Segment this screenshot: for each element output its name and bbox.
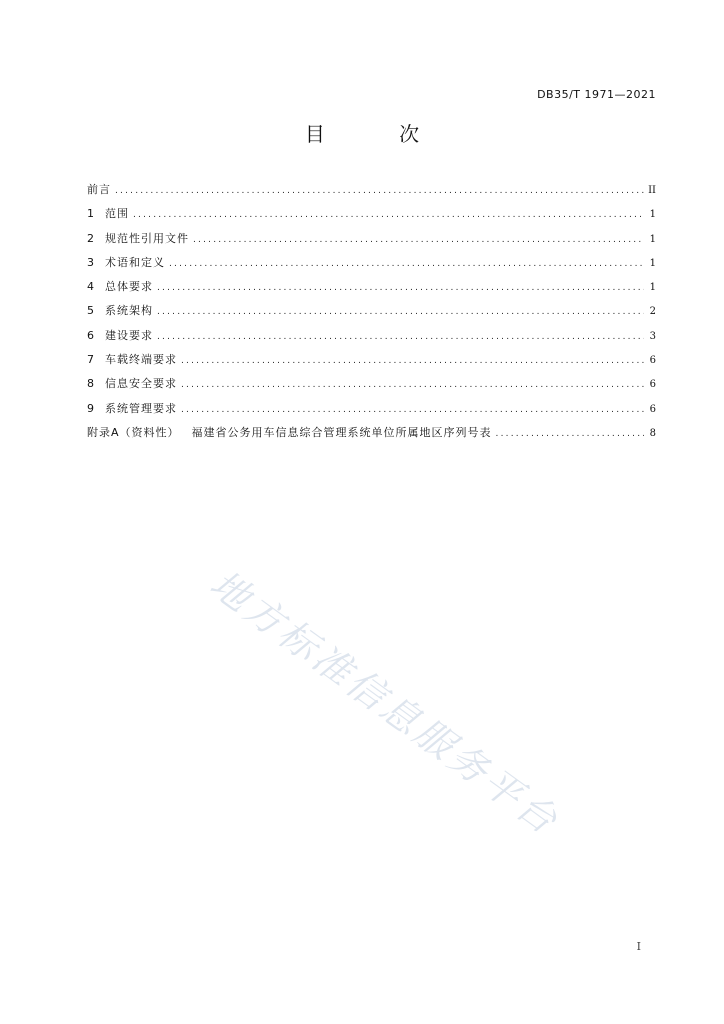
toc-page-number: 3 [649,330,656,342]
toc-page-number: 1 [649,209,656,221]
toc-entry-vehicle-terminal[interactable] [87,351,656,375]
toc-page-number: 1 [649,233,656,245]
toc-page-number: 6 [649,355,656,367]
toc-label: 建设要求 [105,328,153,342]
toc-label: 规范性引用文件 [105,231,189,245]
toc-page-number: 1 [649,257,656,269]
toc-leader [115,186,644,196]
toc-entry-system-architecture[interactable] [87,302,656,326]
toc-label: 车载终端要求 [105,353,177,367]
toc-entry-scope[interactable] [87,205,656,229]
toc-number: 4 [87,280,94,294]
toc-appendix-prefix: 附录A（资料性） [87,425,180,439]
toc-label: 系统架构 [105,304,153,318]
toc-label: 前言 [87,183,111,196]
toc-entry-appendix-a[interactable] [87,424,656,448]
toc-number: 5 [87,304,94,318]
toc-leader [181,380,644,390]
toc-entry-general-requirements[interactable] [87,278,656,302]
toc-entry-system-management[interactable] [87,400,656,424]
toc-number: 2 [87,231,94,245]
toc-leader [496,429,644,439]
toc-entry-information-security[interactable] [87,375,656,399]
toc-number: 6 [87,328,94,342]
toc-label: 信息安全要求 [105,377,177,391]
toc-page-number: II [648,185,656,196]
toc-leader [181,356,644,366]
table-of-contents [87,181,656,448]
toc-page-number: 1 [649,282,656,294]
page-number: I [636,940,641,953]
toc-leader [157,332,644,342]
toc-page-number: 2 [649,306,656,318]
page-title: 目 次 [304,122,454,146]
toc-leader [133,210,644,220]
toc-label: 术语和定义 [105,255,165,269]
toc-leader [157,283,644,293]
toc-entry-normative-references[interactable] [87,230,656,254]
toc-entry-construction-requirements[interactable] [87,327,656,351]
toc-number: 7 [87,353,94,367]
toc-number: 9 [87,401,94,415]
document-code: DB35/T 1971—2021 [537,88,656,101]
watermark: 地方标准信息服务平台 [202,561,568,845]
toc-label: 总体要求 [105,280,153,294]
toc-page-number: 8 [649,427,656,439]
toc-page-number: 6 [649,403,656,415]
toc-entry-foreword[interactable] [87,181,656,205]
toc-number: 1 [87,207,94,221]
toc-number: 8 [87,377,94,391]
toc-label: 福建省公务用车信息综合管理系统单位所属地区序列号表 [191,425,492,439]
toc-leader [157,307,644,317]
toc-entry-terms-definitions[interactable] [87,254,656,278]
toc-leader [169,259,644,269]
toc-label: 范围 [105,207,129,221]
toc-leader [193,235,644,245]
toc-number: 3 [87,255,94,269]
toc-leader [181,405,644,415]
toc-label: 系统管理要求 [105,401,177,415]
toc-page-number: 6 [649,379,656,391]
